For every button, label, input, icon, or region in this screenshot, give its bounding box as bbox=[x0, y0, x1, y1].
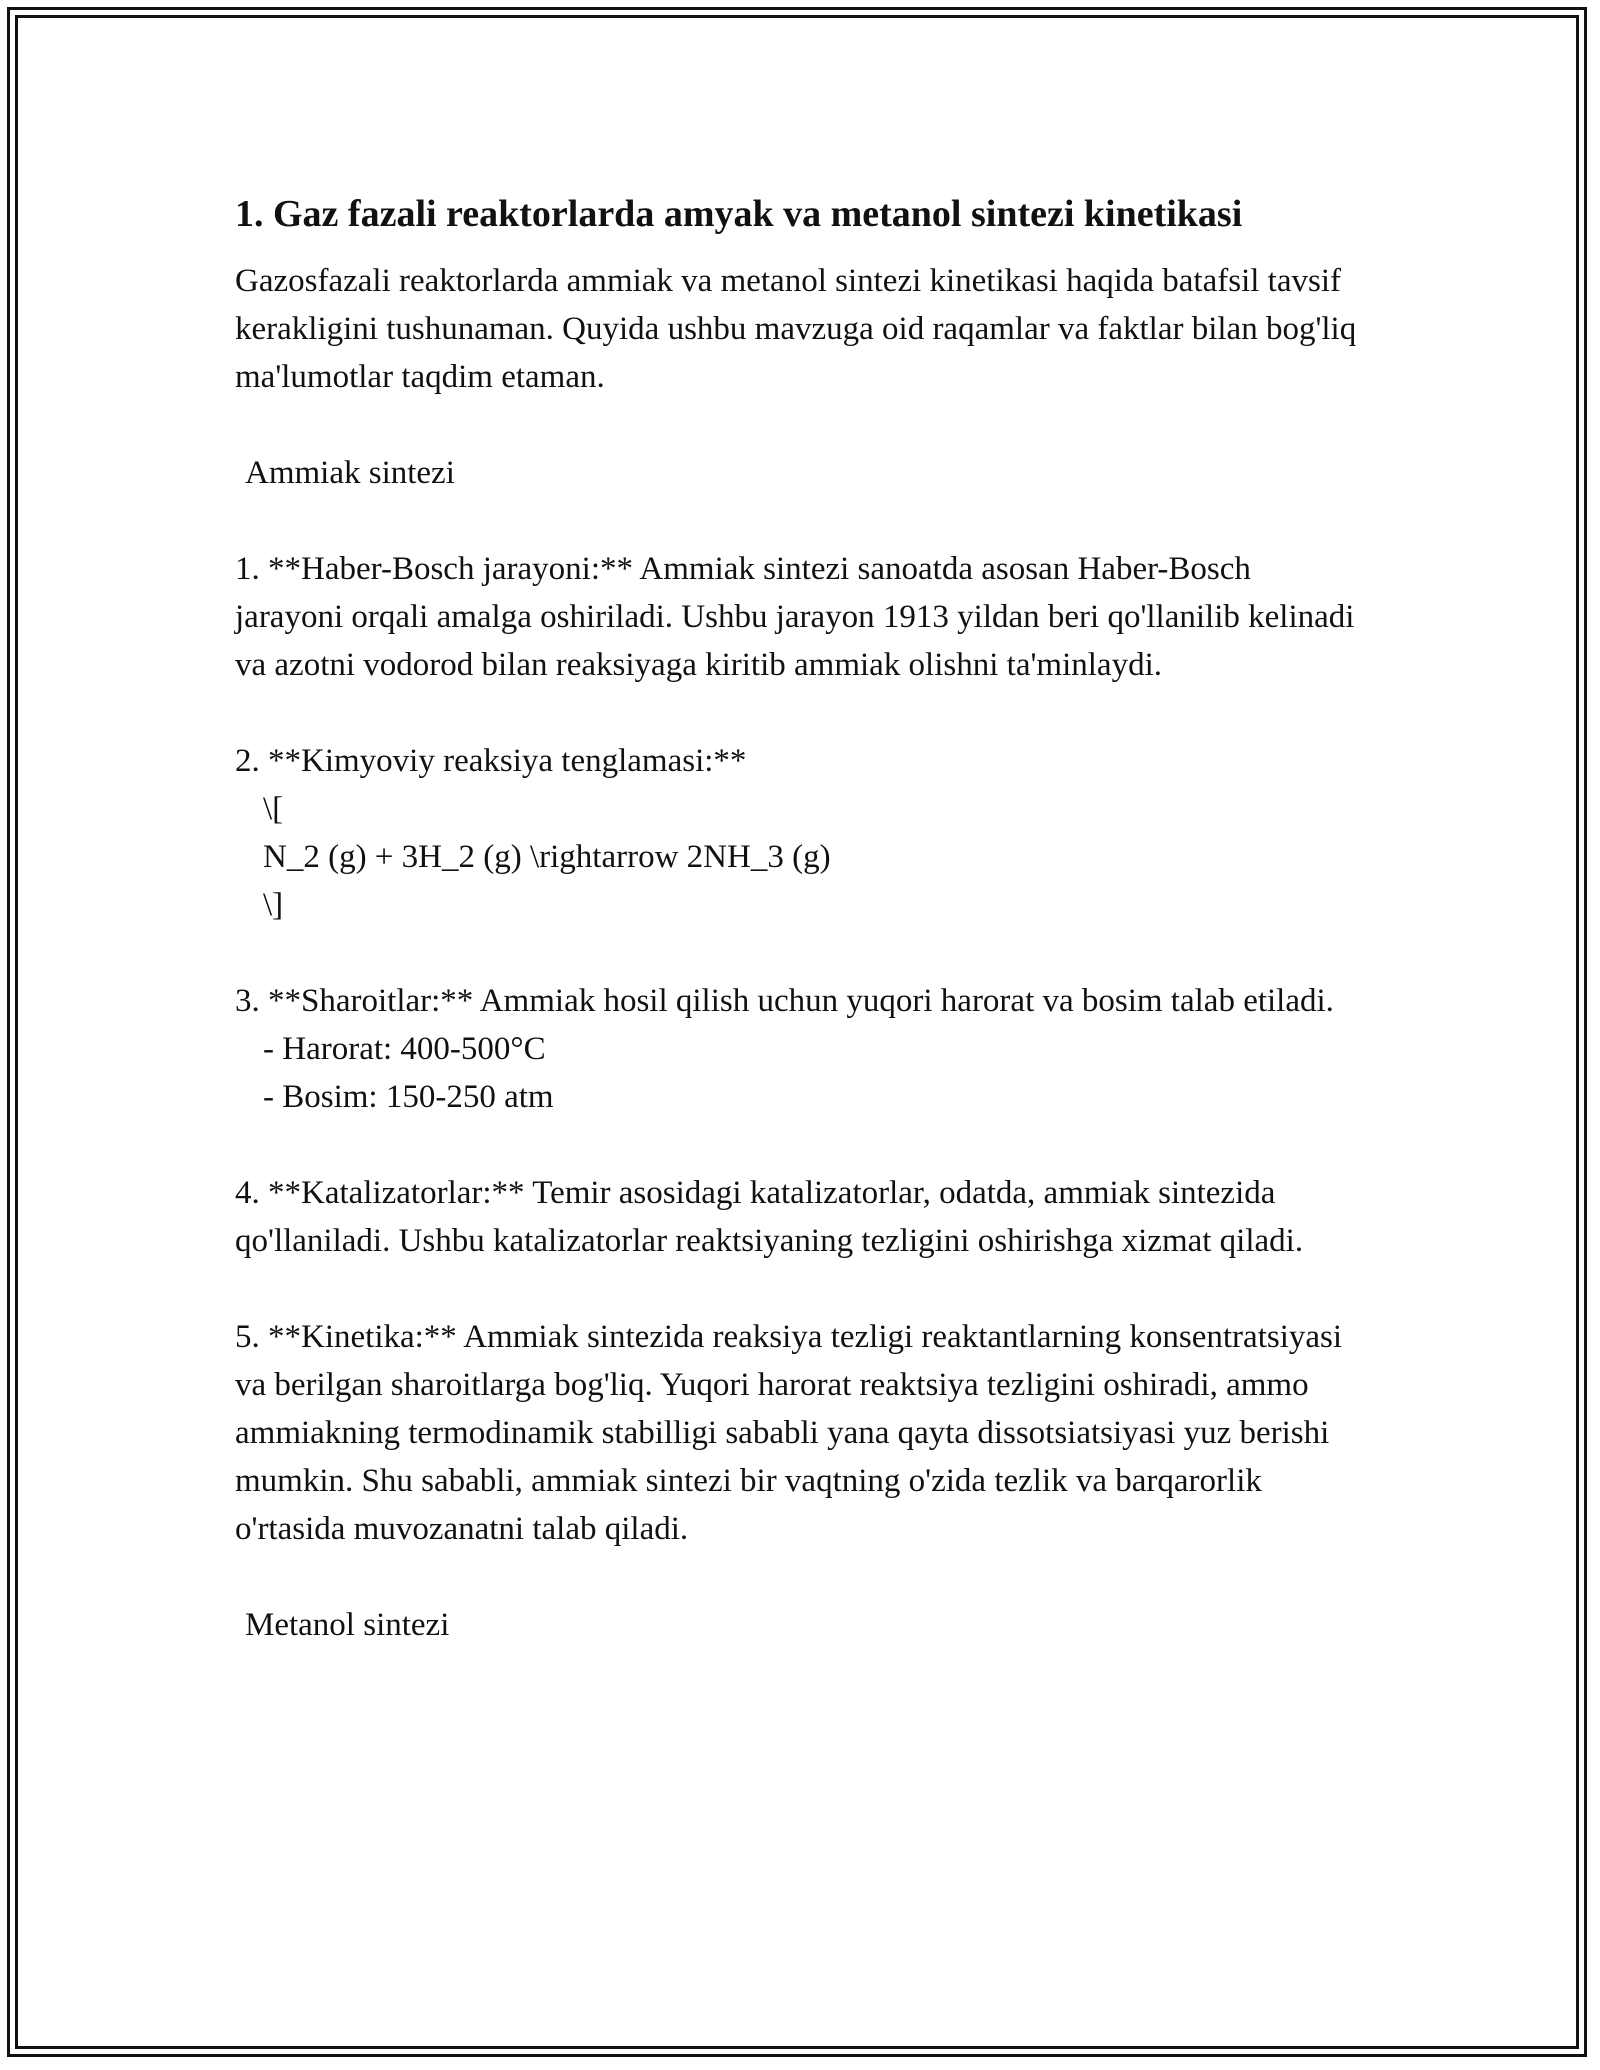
document-page bbox=[235, 180, 1365, 1649]
list-item-conditions bbox=[235, 977, 1365, 1121]
document-title: 1. Gaz fazali reaktorlarda amyak va metanol sintezi kinetikasi bbox=[235, 193, 1243, 235]
equation-body: N_2 (g) + 3H_2 (g) \rightarrow 2NH_3 (g) bbox=[263, 839, 831, 876]
section-heading-methanol: Metanol sintezi bbox=[245, 1607, 450, 1644]
conditions-text: 3. **Sharoitlar:** Ammiak hosil qilish uchun yuqori harorat va bosim talab etiladi. bbox=[235, 983, 1334, 1020]
section-heading-ammonia: Ammiak sintezi bbox=[245, 455, 455, 492]
condition-temperature: - Harorat: 400-500°C bbox=[263, 1031, 546, 1068]
intro-paragraph: Gazosfazali reaktorlarda ammiak va metanol sintezi kinetikasi haqida batafsil tavsif kerakligini tushunaman. Quyida ushbu mavzuga oid raqamlar va faktlar bilan bog'liq ma'lumotlar taqdim etaman. bbox=[235, 263, 1357, 396]
equation-label: 2. **Kimyoviy reaksiya tenglamasi:** bbox=[235, 743, 747, 780]
list-item-kinetics: 5. **Kinetika:** Ammiak sintezida reaksiya tezligi reaktantlarning konsentratsiyasi va berilgan sharoitlarga bog'liq. Yuqori harorat reaktsiya tezligini oshiradi, ammo ammiakning termodinamik stabilligi sababli yana qayta dissotsiatsiyasi yuz berishi mumkin. Shu sababli, ammiak sintezi bir vaqtning o'zida tezlik va barqarorlik o'rtasida muvozanatni talab qiladi. bbox=[235, 1319, 1343, 1548]
equation-open: \[ bbox=[263, 791, 284, 828]
equation-close: \] bbox=[263, 887, 284, 924]
list-item-catalysts: 4. **Katalizatorlar:** Temir asosidagi katalizatorlar, odatda, ammiak sintezida qo'llaniladi. Ushbu katalizatorlar reaktsiyaning tezligini oshirishga xizmat qiladi. bbox=[235, 1175, 1304, 1260]
condition-pressure: - Bosim: 150-250 atm bbox=[263, 1079, 554, 1116]
list-item-equation bbox=[235, 737, 1365, 929]
list-item-haber-bosch: 1. **Haber-Bosch jarayoni:** Ammiak sintezi sanoatda asosan Haber-Bosch jarayoni orqali amalga oshiriladi. Ushbu jarayon 1913 yildan beri qo'llanilib kelinadi va azotni vodorod bilan reaksiyaga kiritib ammiak olishni ta'minlaydi. bbox=[235, 551, 1355, 684]
